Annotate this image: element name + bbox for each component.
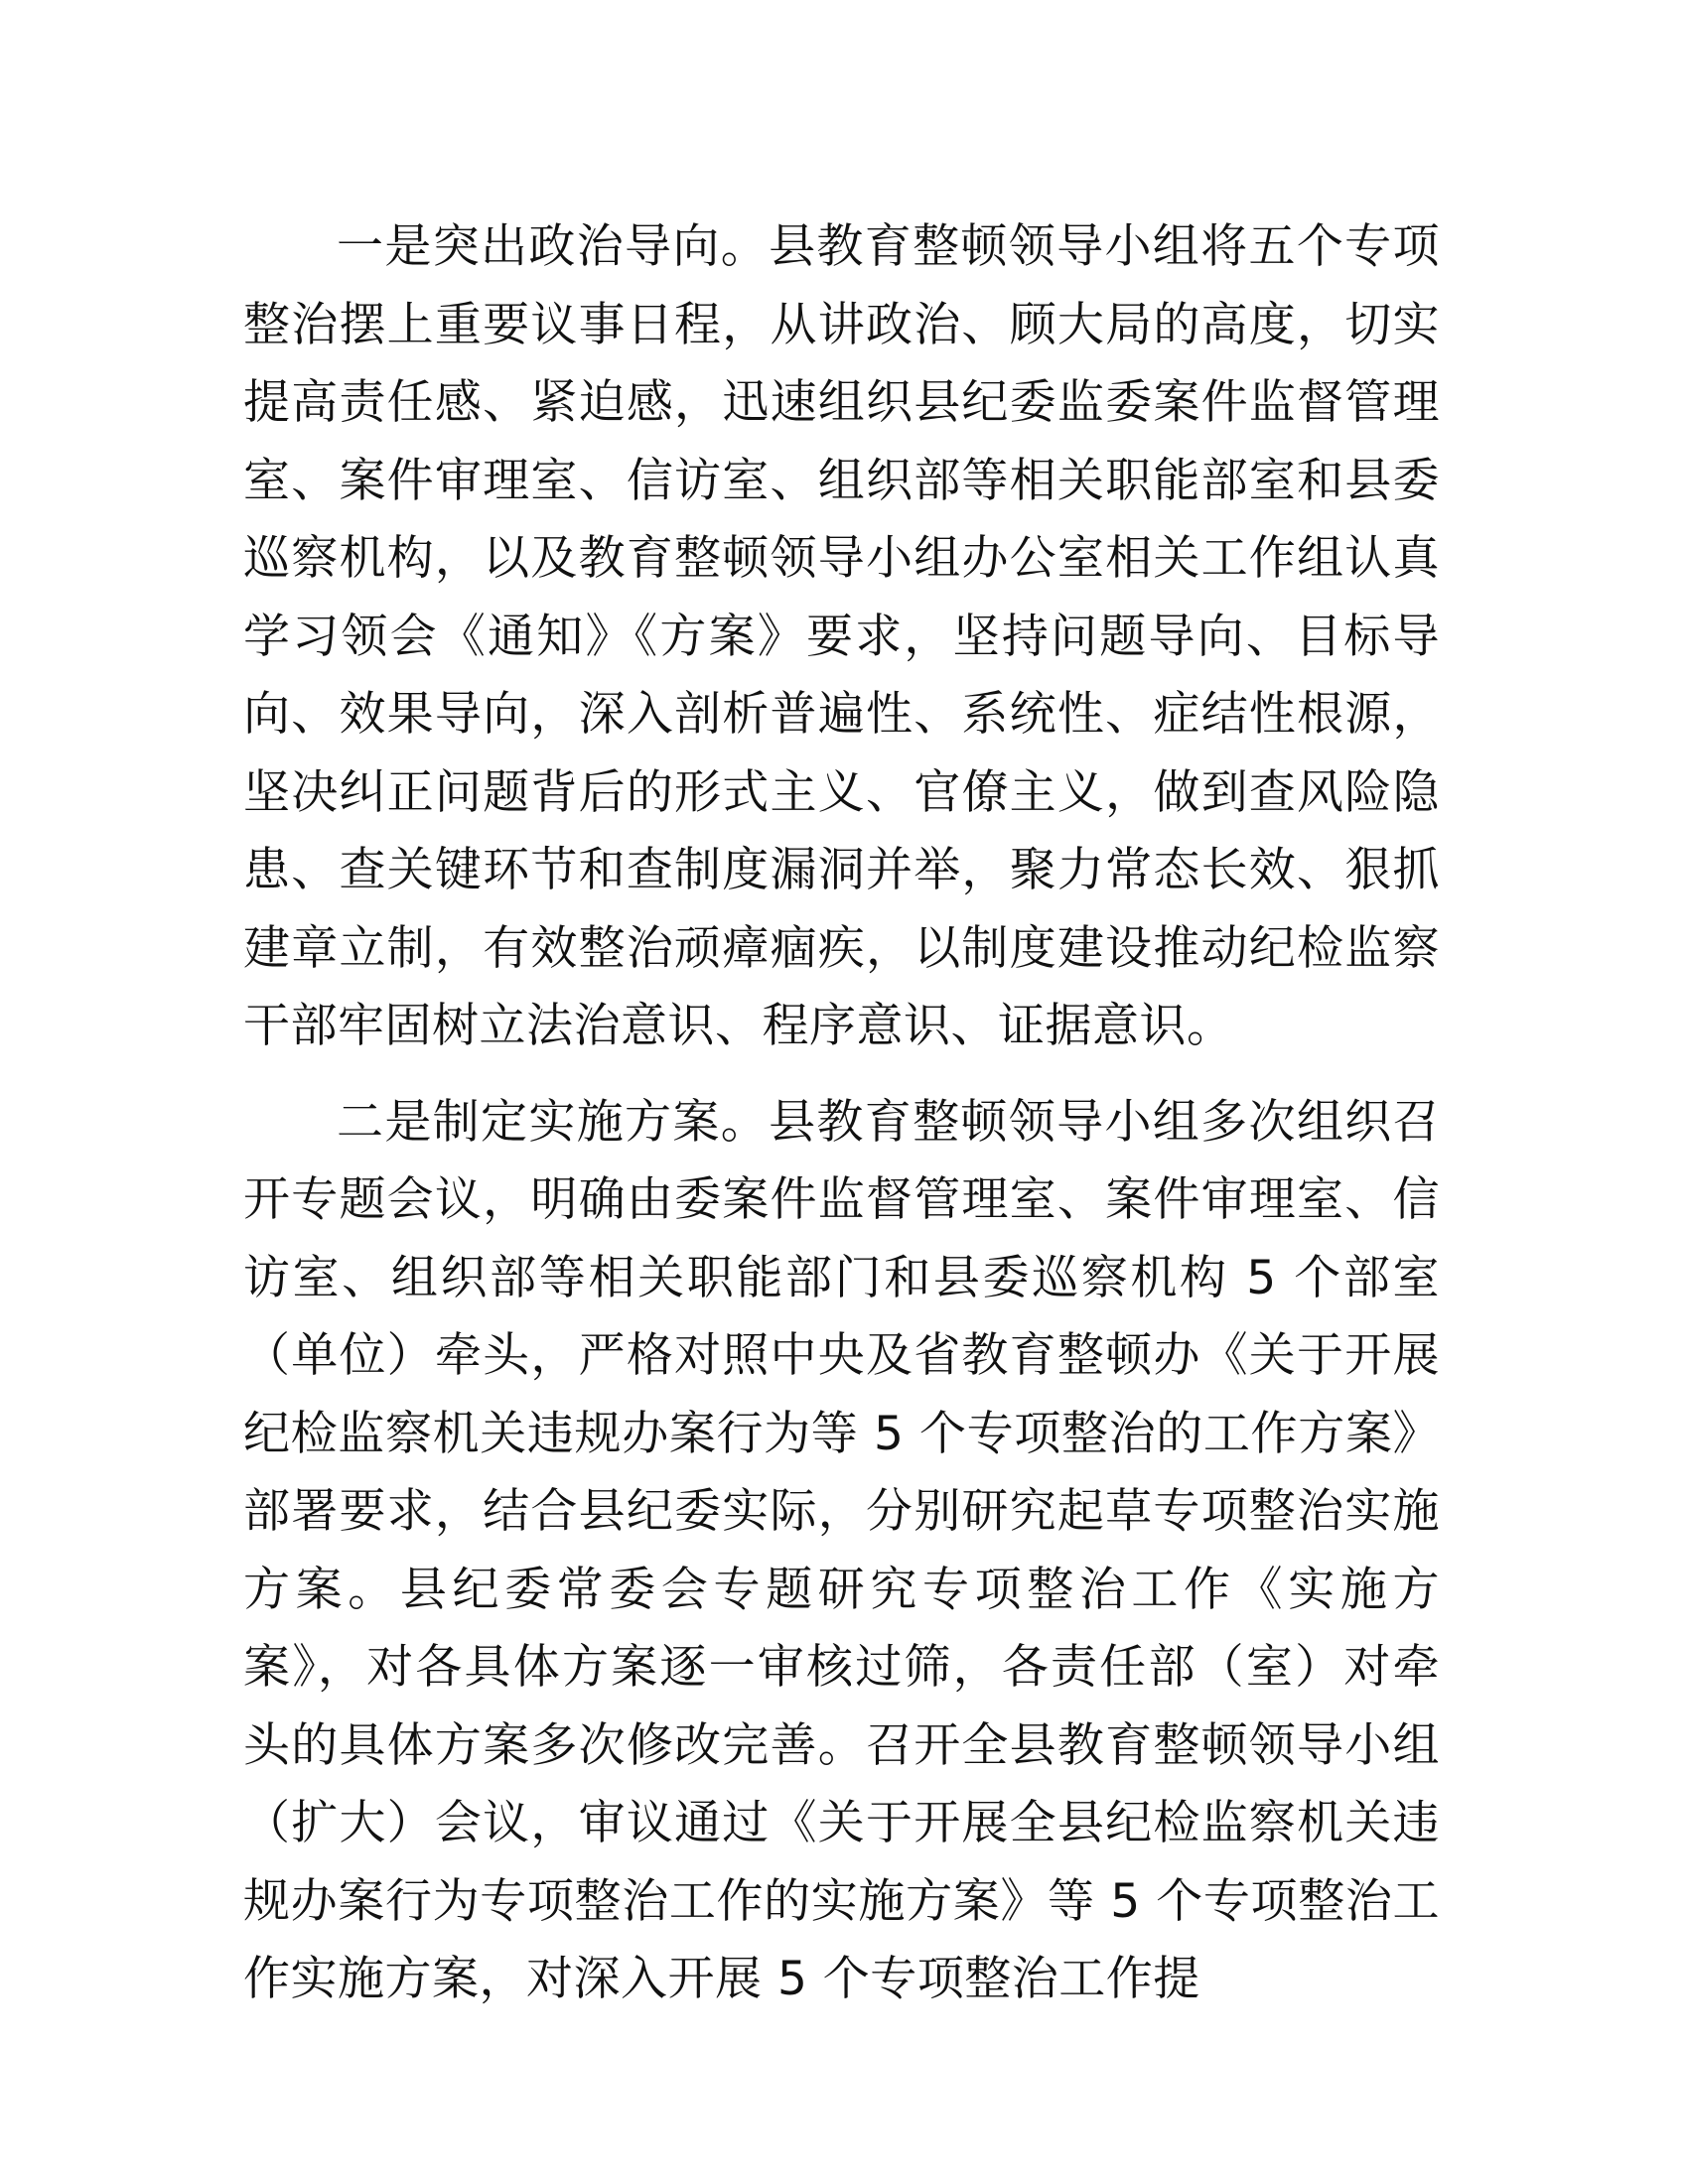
document-body — [243, 208, 1440, 2019]
paragraph-political-orientation: 一是突出政治导向。县教育整顿领导小组将五个专项整治摆上重要议事日程，从讲政治、顾大局的高度，切实提高责任感、紧迫感，迅速组织县纪委监委案件监督管理室、案件审理室、信访室、组织部等相关职能部室和县委巡察机构，以及教育整顿领导小组办公室相关工作组认真学习领会《通知》《方案》要求，坚持问题导向、目标导向、效果导向，深入剖析普遍性、系统性、症结性根源，坚决纠正问题背后的形式主义、官僚主义，做到查风险隐患、查关键环节和查制度漏洞并举，聚力常态长效、狠抓建章立制，有效整治顽瘴痼疾，以制度建设推动纪检监察干部牢固树立法治意识、程序意识、证据意识。 — [243, 219, 1440, 1053]
paragraph-implementation-plan: 二是制定实施方案。县教育整顿领导小组多次组织召开专题会议，明确由委案件监督管理室、案件审理室、信访室、组织部等相关职能部门和县委巡察机构 5 个部室（单位）牵头，严格对照中央及省教育整顿办《关于开展纪检监察机关违规办案行为等 5 个专项整治的工作方案》部署要求，结合县纪委实际，分别研究起草专项整治实施方案。县纪委常委会专题研究专项整治工作《实施方案》，对各具体方案逐一审核过筛，各责任部（室）对牵头的具体方案多次修改完善。召开全县教育整顿领导小组（扩大）会议，审议通过《关于开展全县纪检监察机关违规办案行为专项整治工作的实施方案》等 5 个专项整治工作实施方案，对深入开展 5 个专项整治工作提 — [243, 1094, 1441, 2006]
